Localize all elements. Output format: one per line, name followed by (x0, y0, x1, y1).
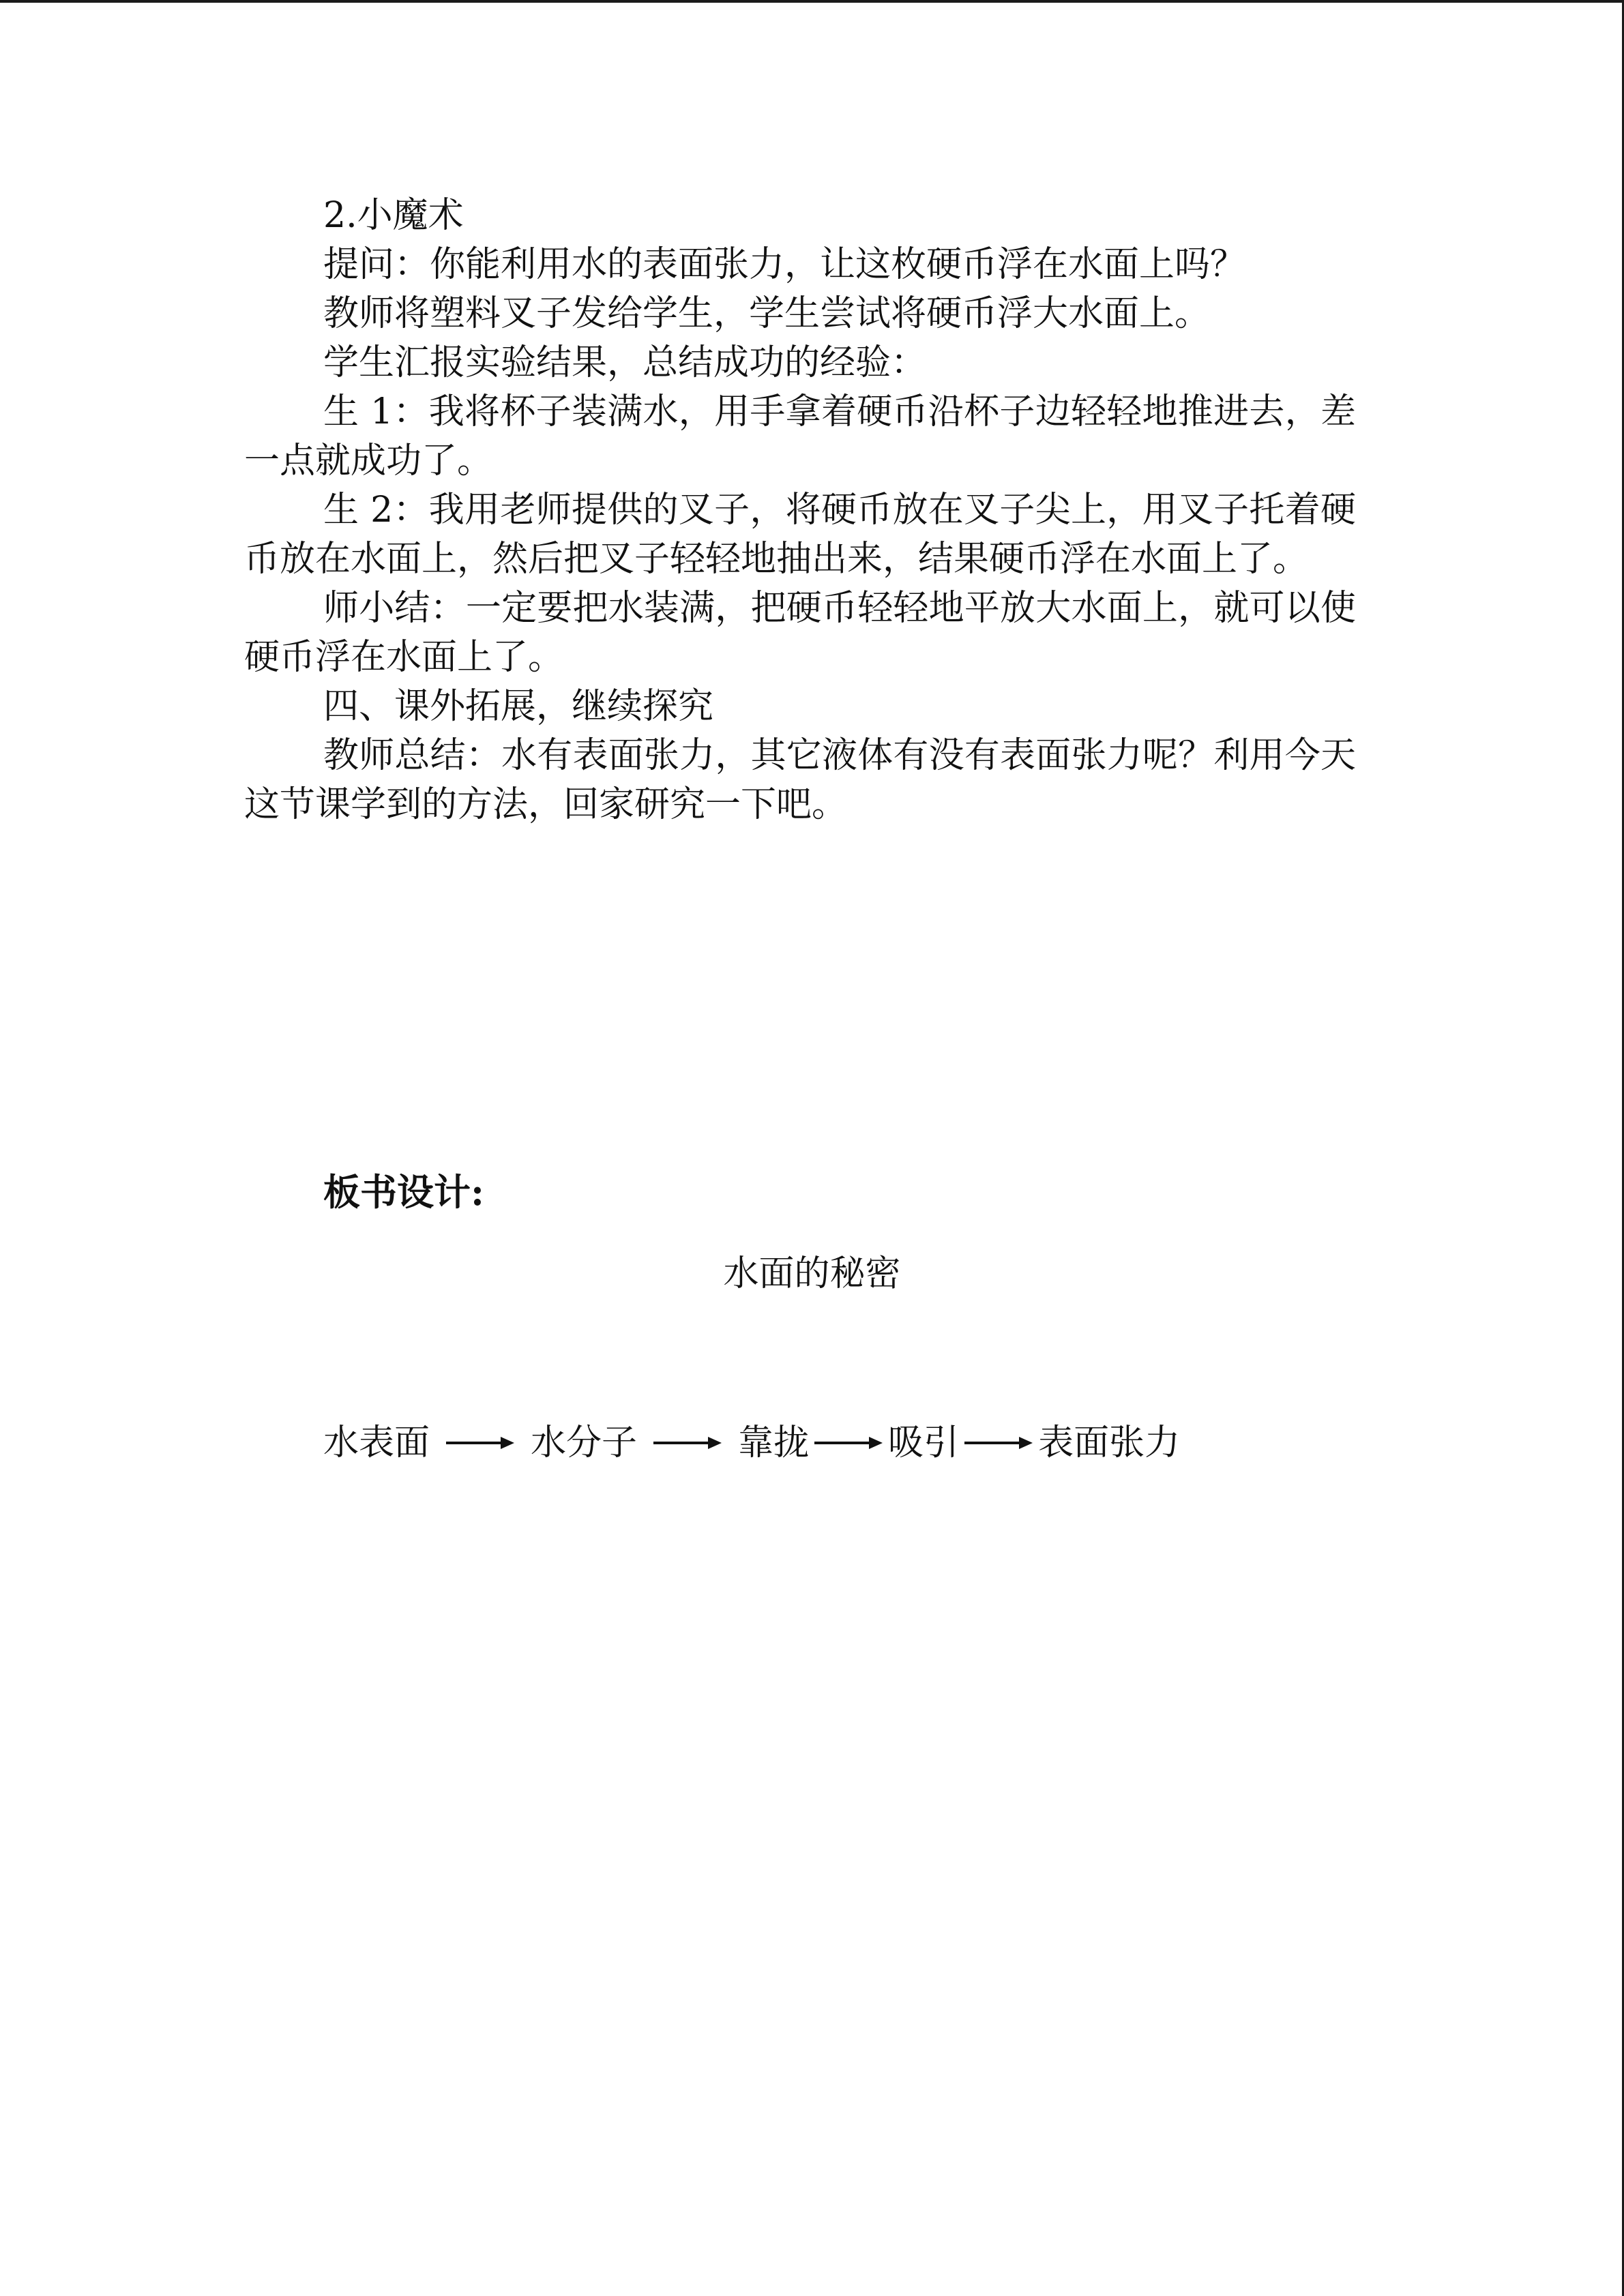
flow-node-water-surface: 水表面 (323, 1422, 430, 1463)
right-arrow-icon (814, 1435, 883, 1451)
flow-node-water-molecules: 水分子 (531, 1422, 638, 1463)
paragraph-student-1: 生 1：我将杯子装满水，用手拿着硬币沿杯子边轻轻地推进去，差一点就成功了。 (244, 391, 1356, 481)
paragraph-teacher-summary: 师小结：一定要把水装满，把硬币轻轻地平放大水面上，就可以使硬币浮在水面上了。 (244, 588, 1356, 678)
concept-flow (323, 1418, 1180, 1467)
flow-node-cohesion: 靠拢 (738, 1422, 810, 1463)
paragraph-section-extension: 四、课外拓展，继续探究 (323, 686, 714, 727)
paragraph-teacher-conclusion: 教师总结：水有表面张力，其它液体有没有表面张力呢？利用今天这节课学到的方法，回家研究一下吧。 (244, 735, 1356, 825)
paragraph-student-2: 生 2：我用老师提供的叉子，将硬币放在叉子尖上，用叉子托着硬币放在水面上，然后把叉子轻轻地抽出来，结果硬币浮在水面上了。 (244, 490, 1356, 580)
right-arrow-icon (964, 1435, 1033, 1451)
lesson-body (244, 191, 1356, 829)
board-title: 水面的秘密 (723, 1253, 901, 1294)
paragraph-magic-title: 2.小魔术 (323, 195, 464, 236)
right-arrow-icon (446, 1435, 514, 1451)
paragraph-question: 提问：你能利用水的表面张力，让这枚硬币浮在水面上吗？ (323, 244, 1246, 285)
right-arrow-icon (653, 1435, 722, 1451)
paragraph-student-report: 学生汇报实验结果，总结成功的经验： (323, 342, 927, 383)
flow-node-surface-tension: 表面张力 (1038, 1422, 1181, 1463)
flow-node-attraction: 吸引 (888, 1422, 960, 1463)
page-top-border (0, 0, 1624, 3)
paragraph-teacher-action: 教师将塑料叉子发给学生，学生尝试将硬币浮大水面上。 (323, 293, 1211, 334)
board-design-heading: 板书设计: (323, 1170, 484, 1214)
